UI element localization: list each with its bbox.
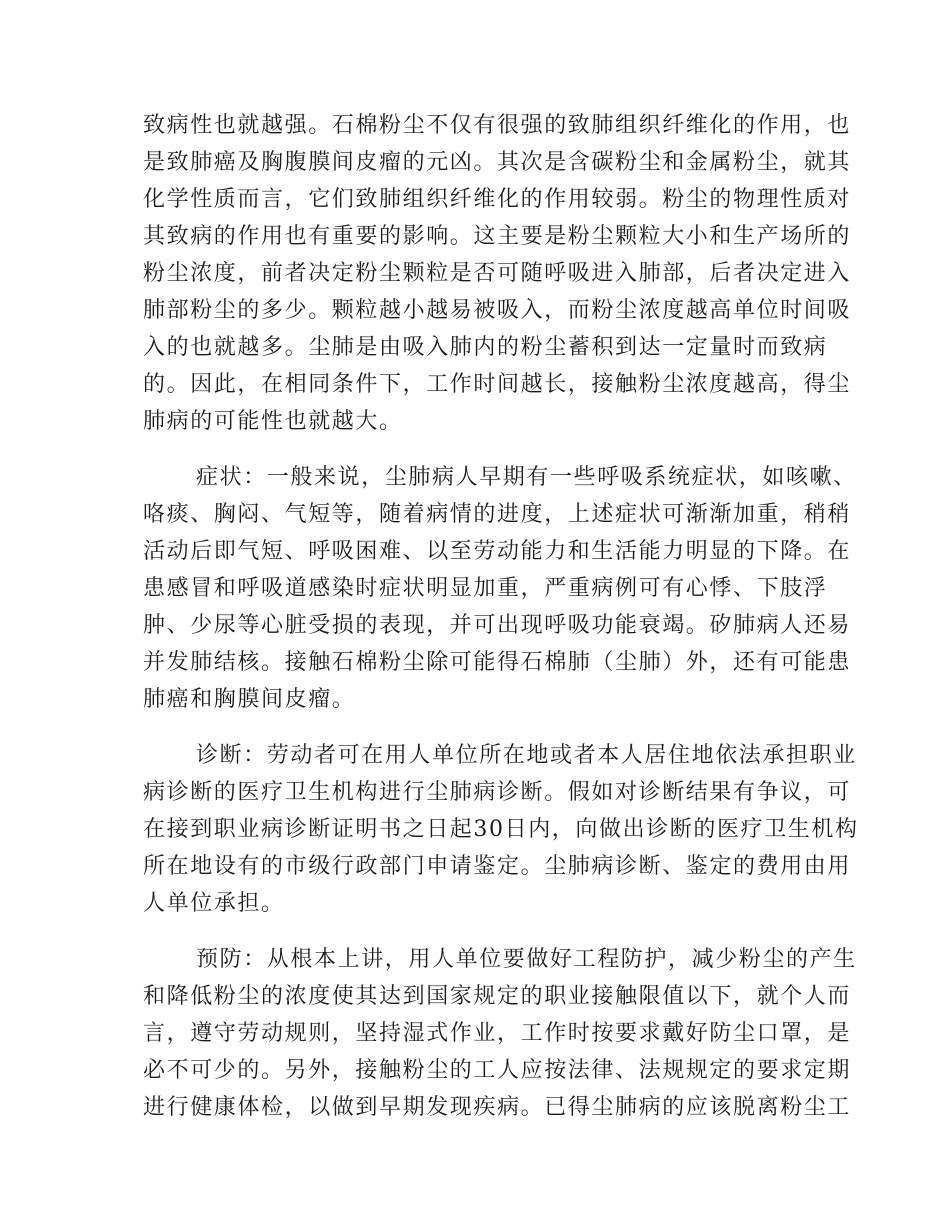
paragraph-1-line-9: 肺病的可能性也就越大。 <box>143 409 403 434</box>
paragraph-1-line-5: 粉尘浓度，前者决定粉尘颗粒是否可随呼吸进入肺部，后者决定进入 <box>143 261 852 286</box>
paragraph-1-line-3: 化学性质而言，它们致肺组织纤维化的作用较弱。粉尘的物理性质对 <box>143 187 852 212</box>
paragraph-1-line-6: 肺部粉尘的多少。颗粒越小越易被吸入，而粉尘浓度越高单位时间吸 <box>143 298 852 323</box>
paragraph-1-line-1: 致病性也就越强。石棉粉尘不仅有很强的致肺组织纤维化的作用，也 <box>143 113 852 138</box>
paragraph-prevention-line-4: 必不可少的。另外，接触粉尘的工人应按法律、法规规定的要求定期 <box>143 1058 852 1083</box>
paragraph-symptoms-line-7: 肺癌和胸膜间皮瘤。 <box>143 687 356 712</box>
paragraph-diagnosis-line-4: 所在地设有的市级行政部门申请鉴定。尘肺病诊断、鉴定的费用由用 <box>143 854 852 879</box>
paragraph-symptoms-line-5: 肿、少尿等心脏受损的表现，并可出现呼吸功能衰竭。矽肺病人还易 <box>143 613 852 638</box>
paragraph-diagnosis-line-2: 病诊断的医疗卫生机构进行尘肺病诊断。假如对诊断结果有争议，可 <box>143 780 852 805</box>
paragraph-diagnosis-line-1: 诊断：劳动者可在用人单位所在地或者本人居住地依法承担职业 <box>196 743 857 768</box>
paragraph-diagnosis-line-5: 人单位承担。 <box>143 891 285 916</box>
paragraph-symptoms-line-6: 并发肺结核。接触石棉粉尘除可能得石棉肺（尘肺）外，还有可能患 <box>143 650 852 675</box>
paragraph-symptoms-line-4: 患感冒和呼吸道感染时症状明显加重，严重病例可有心悸、下肢浮 <box>143 576 828 601</box>
paragraph-1-line-8: 的。因此，在相同条件下，工作时间越长，接触粉尘浓度越高，得尘 <box>143 372 852 397</box>
paragraph-prevention-line-2: 和降低粉尘的浓度使其达到国家规定的职业接触限值以下，就个人而 <box>143 984 852 1009</box>
paragraph-symptoms-line-1: 症状：一般来说，尘肺病人早期有一些呼吸系统症状，如咳嗽、 <box>196 465 857 490</box>
paragraph-1-line-4: 其致病的作用也有重要的影响。这主要是粉尘颗粒大小和生产场所的 <box>143 224 852 249</box>
paragraph-1-line-2: 是致肺癌及胸腹膜间皮瘤的元凶。其次是含碳粉尘和金属粉尘，就其 <box>143 150 852 175</box>
paragraph-symptoms-line-3: 活动后即气短、呼吸困难、以至劳动能力和生活能力明显的下降。在 <box>143 539 852 564</box>
paragraph-1-line-7: 入的也就越多。尘肺是由吸入肺内的粉尘蓄积到达一定量时而致病 <box>143 335 828 360</box>
paragraph-prevention-line-3: 言，遵守劳动规则，坚持湿式作业，工作时按要求戴好防尘口罩，是 <box>143 1021 852 1046</box>
paragraph-symptoms-line-2: 咯痰、胸闷、气短等，随着病情的进度，上述症状可渐渐加重，稍稍 <box>143 502 852 527</box>
paragraph-prevention-line-1: 预防：从根本上讲，用人单位要做好工程防护，减少粉尘的产生 <box>196 947 857 972</box>
paragraph-prevention-line-5: 进行健康体检，以做到早期发现疾病。已得尘肺病的应该脱离粉尘工 <box>143 1095 852 1120</box>
paragraph-diagnosis-line-3: 在接到职业病诊断证明书之日起30日内，向做出诊断的医疗卫生机构 <box>143 817 859 842</box>
